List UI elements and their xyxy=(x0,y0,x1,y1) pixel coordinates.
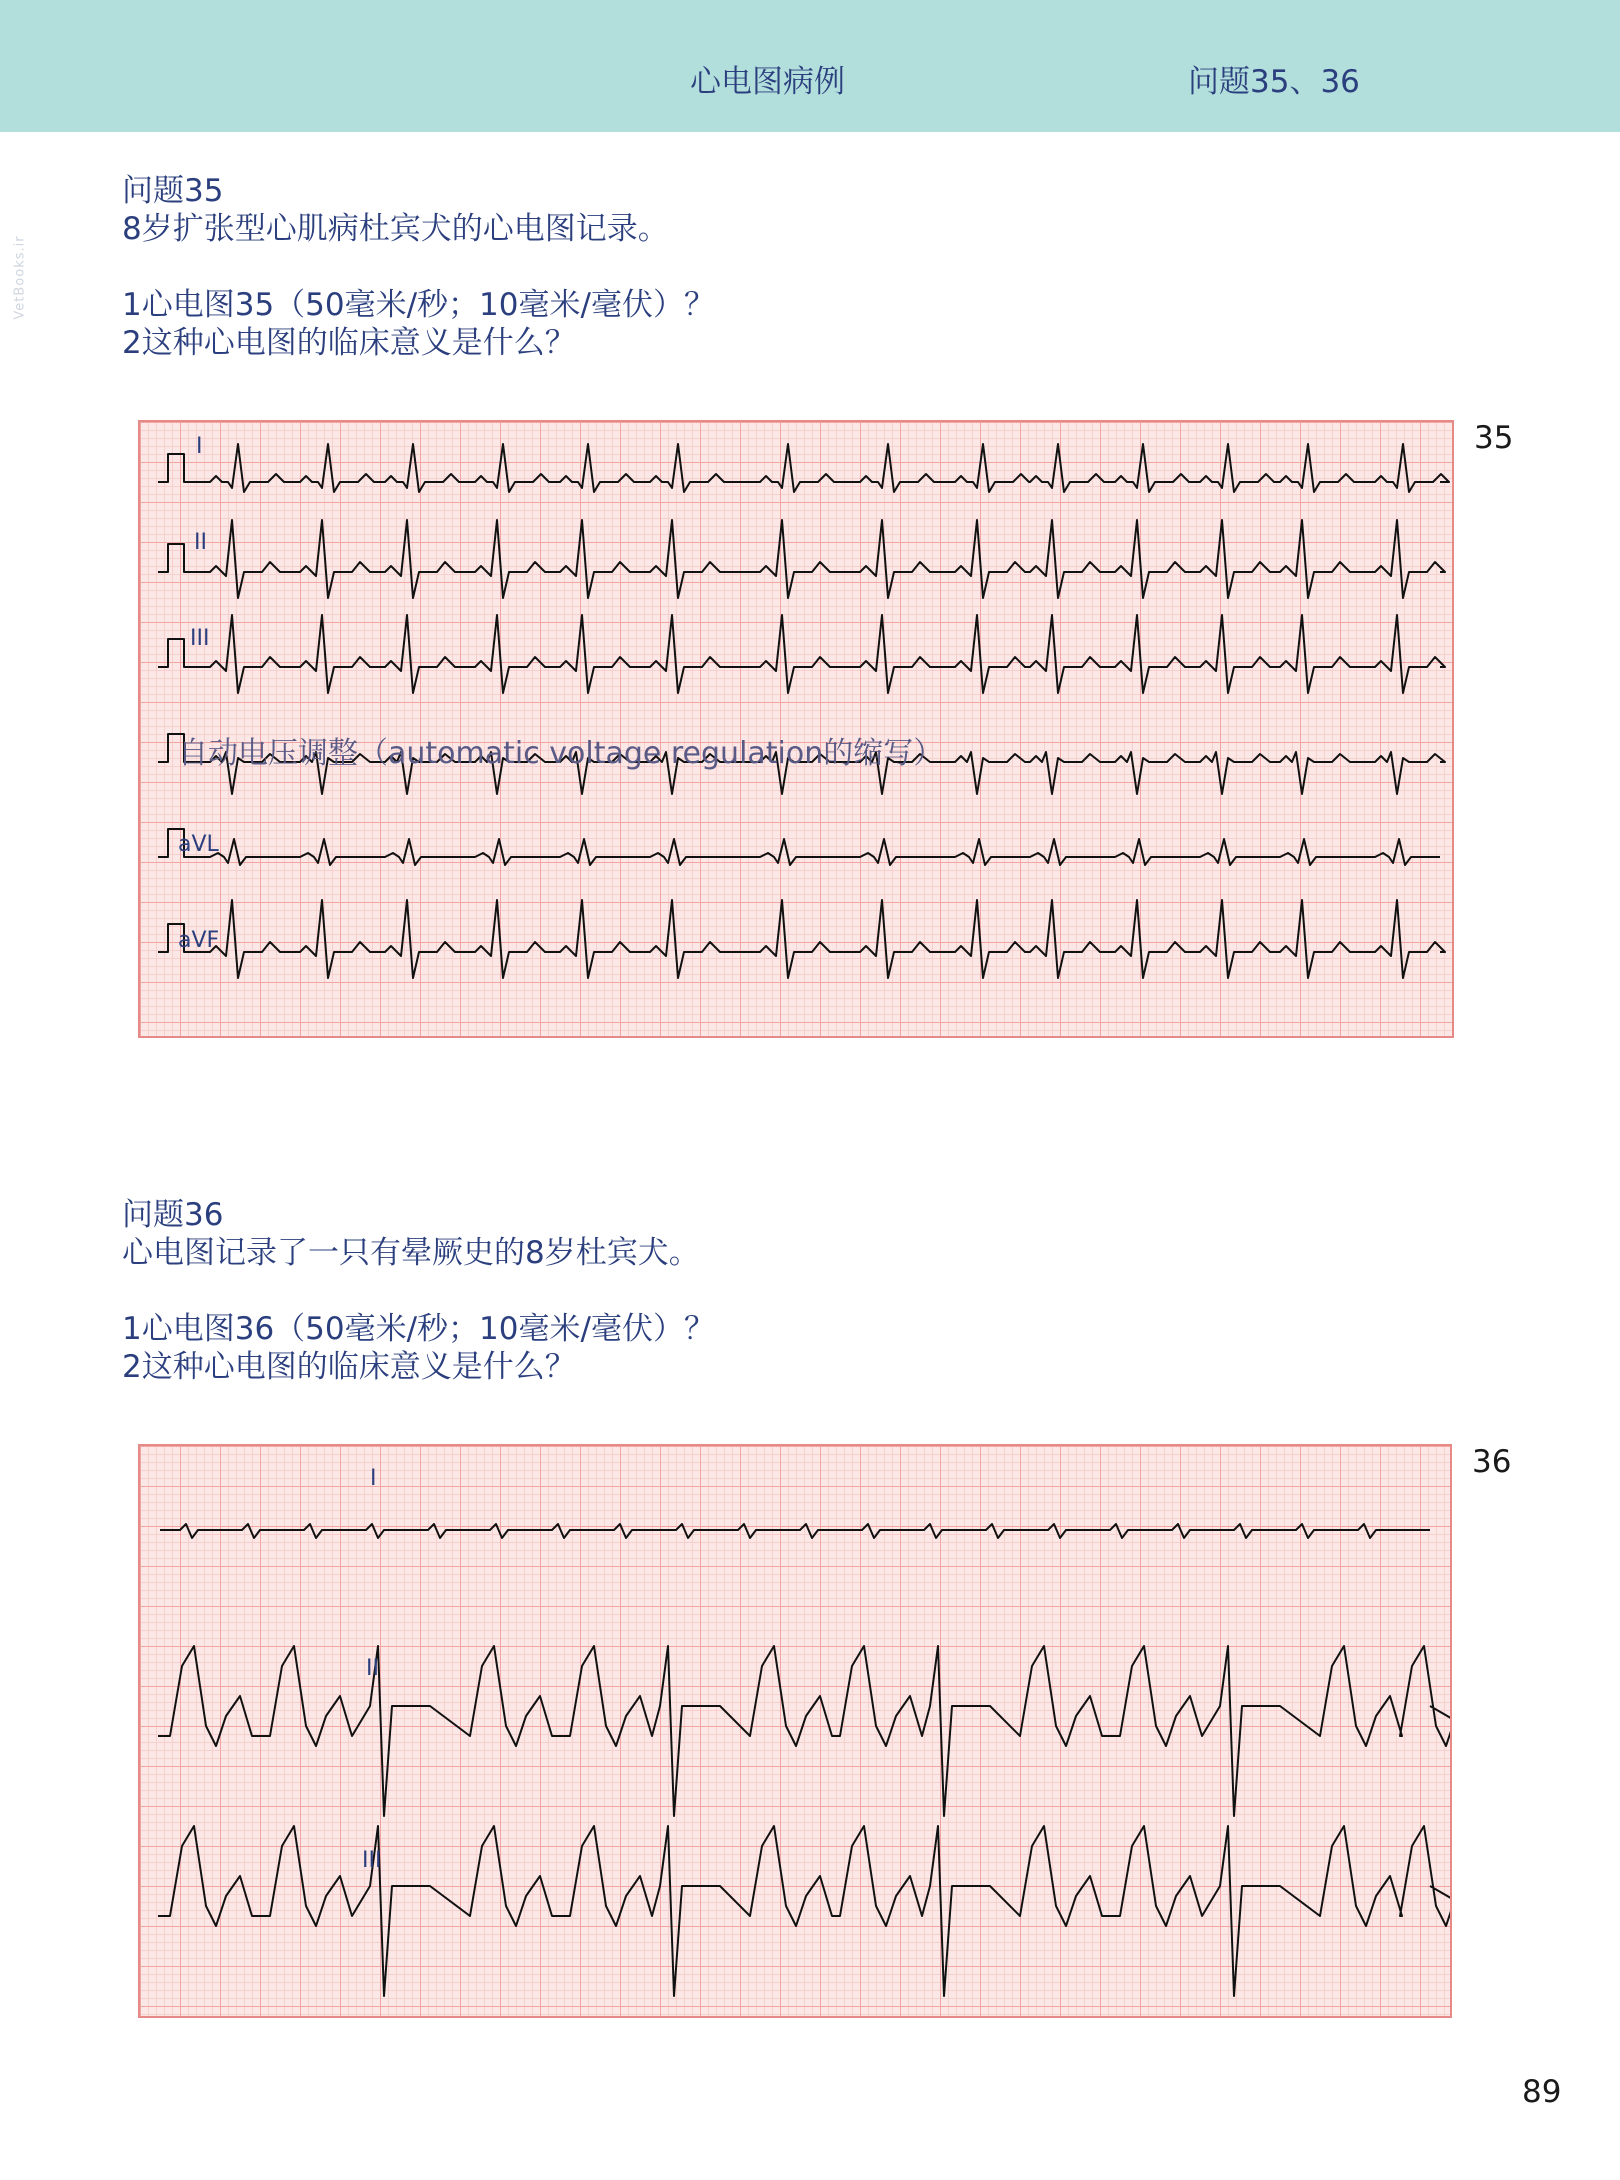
ecg-36-lead-label-3: III xyxy=(362,1848,382,1873)
figure-35-number: 35 xyxy=(1474,420,1514,456)
question-35-block xyxy=(122,172,715,362)
header-title: 心电图病例 xyxy=(690,64,845,100)
question-35-item-2: 2这种心电图的临床意义是什么？ xyxy=(122,325,576,361)
figure-36-number: 36 xyxy=(1472,1444,1512,1480)
question-36-item-2: 2这种心电图的临床意义是什么？ xyxy=(122,1349,576,1385)
ecg-36-lead-label-1: I xyxy=(370,1466,377,1491)
ecg-35-lead-label-5: aVF xyxy=(178,928,220,953)
ecg-35-lead-label-3: III xyxy=(190,626,210,651)
question-36-heading: 问题36 xyxy=(122,1197,224,1233)
page-header xyxy=(0,0,1620,132)
ecg-36-traces xyxy=(140,1446,1450,2016)
ecg-35-lead-label-2: II xyxy=(194,530,207,555)
ecg-trace-row-1 xyxy=(158,444,1449,492)
question-36-block xyxy=(122,1196,715,1386)
question-35-heading: 问题35 xyxy=(122,173,224,209)
ecg-35-lead-label-1: I xyxy=(196,434,203,459)
ecg-35-overlay-text: 自动电压调整（automatic voltage regulation的缩写） xyxy=(178,736,944,771)
header-question-numbers: 问题35、36 xyxy=(1188,64,1360,100)
ecg-36-strip xyxy=(138,1444,1452,2018)
question-35-description: 8岁扩张型心肌病杜宾犬的心电图记录。 xyxy=(122,211,669,247)
ecg-35-strip xyxy=(138,420,1454,1038)
watermark: VetBooks.ir xyxy=(12,235,28,320)
page-number: 89 xyxy=(1522,2074,1562,2110)
ecg-36-trace-lead-1 xyxy=(160,1524,1430,1538)
question-36-description: 心电图记录了一只有晕厥史的8岁杜宾犬。 xyxy=(122,1235,700,1271)
ecg-36-lead-label-2: II xyxy=(366,1656,379,1681)
question-35-item-1: 1心电图35（50毫米/秒；10毫米/毫伏）？ xyxy=(122,287,715,323)
ecg-36-trace-lead-3 xyxy=(158,1826,1450,1996)
ecg-35-lead-label-4: aVL xyxy=(178,832,219,857)
ecg-trace-row-2 xyxy=(158,520,1445,598)
ecg-36-trace-lead-2 xyxy=(158,1646,1450,1816)
ecg-trace-row-3 xyxy=(158,615,1445,693)
ecg-trace-row-6 xyxy=(158,900,1445,978)
question-36-item-1: 1心电图36（50毫米/秒；10毫米/毫伏）？ xyxy=(122,1311,715,1347)
ecg-trace-row-5 xyxy=(158,829,1440,865)
